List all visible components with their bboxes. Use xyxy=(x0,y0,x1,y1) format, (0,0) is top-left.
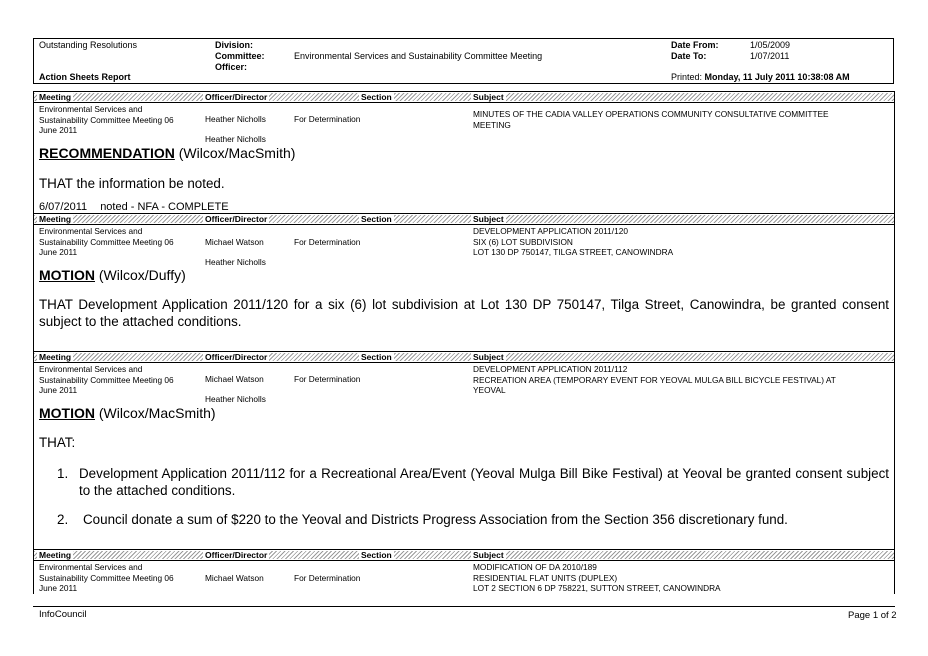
record-1-resolution-heading xyxy=(39,145,295,161)
page-number: Page 1 of 2 xyxy=(848,610,897,621)
division-label: Division: xyxy=(215,40,254,50)
record-3-left-border xyxy=(33,351,34,550)
subject-line: MINUTES OF THE CADIA VALLEY OPERATIONS COMMUNITY CONSULTATIVE COMMITTEE xyxy=(473,109,829,119)
record-1-officer: Heather Nicholls xyxy=(205,114,266,124)
record-3-resolution-heading xyxy=(39,405,216,421)
resolution-movers: (Wilcox/MacSmith) xyxy=(178,145,296,161)
record-1-top-rule xyxy=(33,91,895,92)
printed-line xyxy=(671,72,850,82)
record-4-top-rule xyxy=(33,549,895,550)
record-3-officer: Michael Watson xyxy=(205,374,264,384)
list-item-number: 2. xyxy=(57,512,69,527)
meeting-line: June 2011 xyxy=(39,385,78,395)
record-3-subject xyxy=(473,364,836,396)
record-1-note xyxy=(39,201,229,213)
record-3-section: For Determination xyxy=(294,374,361,384)
col-meeting: Meeting xyxy=(39,352,72,362)
report-name: Outstanding Resolutions xyxy=(39,40,138,50)
resolution-movers: (Wilcox/Duffy) xyxy=(98,267,186,283)
meeting-line: Sustainability Committee Meeting 06 xyxy=(39,236,174,247)
record-1-director: Heather Nicholls xyxy=(205,134,266,144)
column-header-band xyxy=(34,353,894,361)
record-2-section: For Determination xyxy=(294,237,361,247)
meeting-line: Sustainability Committee Meeting 06 xyxy=(39,572,174,583)
column-header-rule xyxy=(33,102,895,103)
printed-label: Printed: xyxy=(671,72,703,82)
record-4-officer: Michael Watson xyxy=(205,573,264,583)
record-4-section: For Determination xyxy=(294,573,361,583)
subject-line: YEOVAL xyxy=(473,385,506,395)
subject-line: LOT 130 DP 750147, TILGA STREET, CANOWINDRA xyxy=(473,247,674,257)
note-date: 6/07/2011 xyxy=(39,201,88,213)
subject-line: RECREATION AREA (TEMPORARY EVENT FOR YEOVAL MULGA BILL BICYCLE FESTIVAL) AT xyxy=(473,374,836,385)
record-2-officer: Michael Watson xyxy=(205,237,264,247)
col-meeting: Meeting xyxy=(39,550,72,560)
record-1-meeting xyxy=(39,104,174,136)
column-header-band xyxy=(34,551,894,559)
date-from-value: 1/05/2009 xyxy=(750,40,791,50)
record-1-subject xyxy=(473,109,829,130)
record-1-section: For Determination xyxy=(294,114,361,124)
col-subject: Subject xyxy=(473,352,504,362)
record-3-right-border xyxy=(894,351,895,550)
record-4-right-border xyxy=(894,549,895,594)
subject-line: LOT 2 SECTION 6 DP 758221, SUTTON STREET, CANOWINDRA xyxy=(473,583,721,593)
record-3-director: Heather Nicholls xyxy=(205,394,266,404)
date-to-value: 1/07/2011 xyxy=(750,51,790,61)
subject-line: DEVELOPMENT APPLICATION 2011/112 xyxy=(473,364,628,374)
resolution-type: MOTION xyxy=(39,405,95,421)
subject-line: MODIFICATION OF DA 2010/189 xyxy=(473,562,597,572)
officer-label: Officer: xyxy=(215,62,248,72)
record-4-left-border xyxy=(33,549,34,594)
meeting-line: Environmental Services and xyxy=(39,226,143,236)
date-to-label: Date To: xyxy=(671,51,707,61)
committee-label: Committee: xyxy=(215,51,265,61)
record-1-right-border xyxy=(894,91,895,214)
meeting-line: Environmental Services and xyxy=(39,562,143,572)
report-type: Action Sheets Report xyxy=(39,72,131,82)
resolution-movers: (Wilcox/MacSmith) xyxy=(98,405,216,421)
footer-brand: InfoCouncil xyxy=(39,609,87,620)
column-header-band xyxy=(34,93,894,101)
column-header-band xyxy=(34,215,894,223)
record-2-resolution-heading xyxy=(39,267,186,283)
record-3-top-rule xyxy=(33,351,895,352)
meeting-line: June 2011 xyxy=(39,125,78,135)
meeting-line: Environmental Services and xyxy=(39,364,143,374)
record-2-meeting xyxy=(39,226,174,258)
resolution-type: RECOMMENDATION xyxy=(39,145,175,161)
col-section: Section xyxy=(361,92,392,102)
record-4-subject xyxy=(473,562,721,594)
record-2-subject xyxy=(473,226,673,258)
list-item-number: 1. xyxy=(57,466,69,481)
meeting-line: Sustainability Committee Meeting 06 xyxy=(39,114,174,125)
record-3-meeting xyxy=(39,364,174,396)
meeting-line: Sustainability Committee Meeting 06 xyxy=(39,374,174,385)
record-3-body: THAT: xyxy=(39,435,76,450)
col-section: Section xyxy=(361,352,392,362)
note-text: noted - NFA - COMPLETE xyxy=(100,201,229,213)
meeting-line: June 2011 xyxy=(39,583,78,593)
record-4-meeting xyxy=(39,562,174,594)
col-subject: Subject xyxy=(473,92,504,102)
printed-value: Monday, 11 July 2011 10:38:08 AM xyxy=(704,72,850,82)
record-2-director: Heather Nicholls xyxy=(205,257,266,267)
footer-rule xyxy=(33,606,895,607)
record-2-top-rule xyxy=(33,213,895,214)
column-header-rule xyxy=(33,362,895,363)
col-officer: Officer/Director xyxy=(205,352,268,362)
column-header-rule xyxy=(33,224,895,225)
committee-value: Environmental Services and Sustainability Committee Meeting xyxy=(294,51,543,61)
date-from-label: Date From: xyxy=(671,40,719,50)
col-section: Section xyxy=(361,550,392,560)
record-2-right-border xyxy=(894,213,895,352)
col-officer: Officer/Director xyxy=(205,92,268,102)
record-2-body: THAT Development Application 2011/120 for a six (6) lot subdivision at Lot 130 DP 750147, Tilga Street, Canowindra, be granted consent subject to the attached conditions. xyxy=(39,297,889,329)
meeting-line: Environmental Services and xyxy=(39,104,143,114)
subject-line: DEVELOPMENT APPLICATION 2011/120 xyxy=(473,226,628,236)
col-section: Section xyxy=(361,214,392,224)
resolution-type: MOTION xyxy=(39,267,95,283)
column-header-rule xyxy=(33,560,895,561)
col-meeting: Meeting xyxy=(39,214,72,224)
list-item: Development Application 2011/112 for a Recreational Area/Event (Yeoval Mulga Bill Bike Festival) at Yeoval be granted consent subject to the attached conditions. xyxy=(79,466,889,498)
record-2-left-border xyxy=(33,213,34,352)
col-subject: Subject xyxy=(473,550,504,560)
col-meeting: Meeting xyxy=(39,92,72,102)
col-subject: Subject xyxy=(473,214,504,224)
record-1-body: THAT the information be noted. xyxy=(39,176,225,191)
meeting-line: June 2011 xyxy=(39,247,78,257)
col-officer: Officer/Director xyxy=(205,550,268,560)
subject-line: SIX (6) LOT SUBDIVISION xyxy=(473,236,573,247)
record-1-left-border xyxy=(33,91,34,214)
subject-line: MEETING xyxy=(473,119,511,130)
subject-line: RESIDENTIAL FLAT UNITS (DUPLEX) xyxy=(473,572,618,583)
list-item: Council donate a sum of $220 to the Yeoval and Districts Progress Association from the Section 356 discretionary fund. xyxy=(83,512,788,527)
col-officer: Officer/Director xyxy=(205,214,268,224)
